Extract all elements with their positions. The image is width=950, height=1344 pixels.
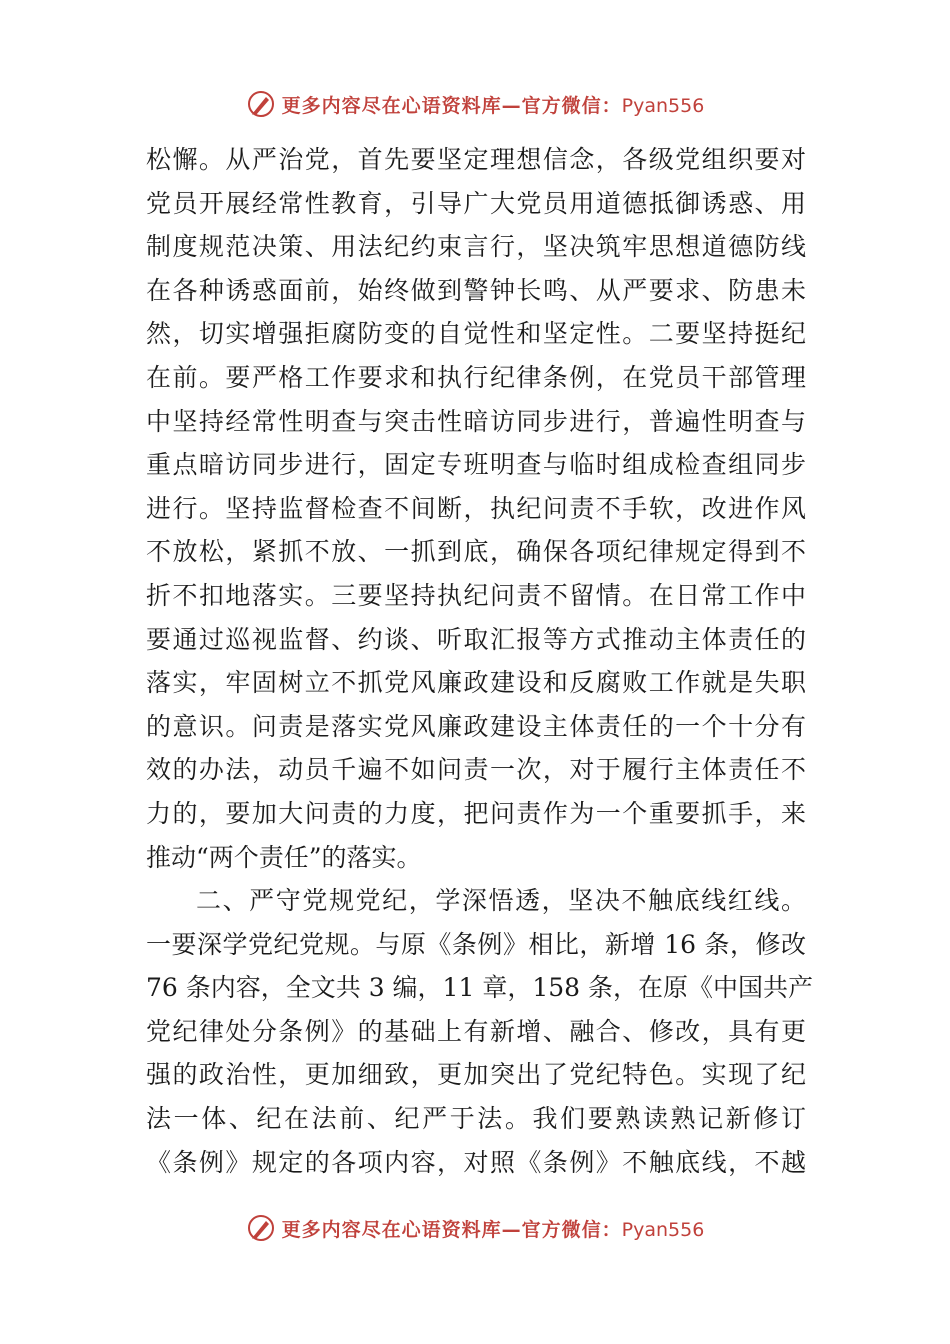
- text-line: 要通过巡视监督、约谈、听取汇报等方式推动主体责任的: [146, 624, 806, 654]
- text-line: 然，切实增强拒腐防变的自觉性和坚定性。二要坚持挺纪: [146, 319, 806, 349]
- watermark-wechat-id: Pyan556: [621, 94, 705, 117]
- text-line: 的意识。问责是落实党风廉政建设主体责任的一个十分有: [146, 711, 806, 741]
- text-line: 重点暗访同步进行，固定专班明查与临时组成检查组同步: [146, 450, 806, 480]
- header-watermark: [0, 86, 950, 122]
- text-line: 《条例》规定的各项内容，对照《条例》不触底线，不越: [146, 1147, 806, 1177]
- text-line: 强的政治性，更加细致，更加突出了党纪特色。实现了纪: [146, 1060, 806, 1090]
- pen-logo-icon: [246, 89, 276, 119]
- text-line: 在前。要严格工作要求和执行纪律条例，在党员干部管理: [146, 362, 806, 392]
- text-line: 效的办法，动员千遍不如问责一次，对于履行主体责任不: [146, 755, 806, 785]
- text-line: 松懈。从严治党，首先要坚定理想信念，各级党组织要对: [146, 145, 806, 174]
- paragraph-end-line: 推动“两个责任”的落实。: [146, 842, 422, 872]
- pen-logo-icon: [246, 1213, 276, 1243]
- text-line: 落实，牢固树立不抓党风廉政建设和反腐败工作就是失职: [146, 668, 806, 698]
- text-line: 进行。坚持监督检查不间断，执纪问责不手软，改进作风: [146, 493, 806, 523]
- text-line: 力的，要加大问责的力度，把问责作为一个重要抓手，来: [146, 798, 806, 828]
- watermark-text: 更多内容尽在心语资料库—官方微信：Pyan556: [281, 94, 705, 117]
- text-line: 制度规范决策、用法纪约束言行，坚决筑牢思想道德防线: [146, 232, 806, 262]
- text-line: 76 条内容，全文共 3 编，11 章，158 条，在原《中国共产: [146, 973, 813, 1003]
- watermark-wechat-id: Pyan556: [621, 1218, 705, 1241]
- text-line: 中坚持经常性明查与突击性暗访同步进行，普遍性明查与: [146, 406, 806, 436]
- text-line: 党员开展经常性教育，引导广大党员用道德抵御诱惑、用: [146, 188, 806, 218]
- text-line: 不放松，紧抓不放、一抓到底，确保各项纪律规定得到不: [146, 537, 806, 567]
- text-line: 在各种诱惑面前，始终做到警钟长鸣、从严要求、防患未: [146, 275, 806, 305]
- text-line: 一要深学党纪党规。与原《条例》相比，新增 16 条，修改: [146, 929, 806, 959]
- text-line: 折不扣地落实。三要坚持执纪问责不留情。在日常工作中: [146, 580, 806, 610]
- document-body: [146, 138, 813, 1184]
- text-line: 法一体、纪在法前、纪严于法。我们要熟读熟记新修订: [146, 1104, 806, 1134]
- text-line: 党纪律处分条例》的基础上有新增、融合、修改，具有更: [146, 1016, 806, 1046]
- section-heading-line: 二、严守党规党纪，学深悟透，坚决不触底线红线。: [196, 886, 806, 916]
- watermark-text: 更多内容尽在心语资料库—官方微信：Pyan556: [281, 1218, 705, 1241]
- footer-watermark: [0, 1210, 950, 1246]
